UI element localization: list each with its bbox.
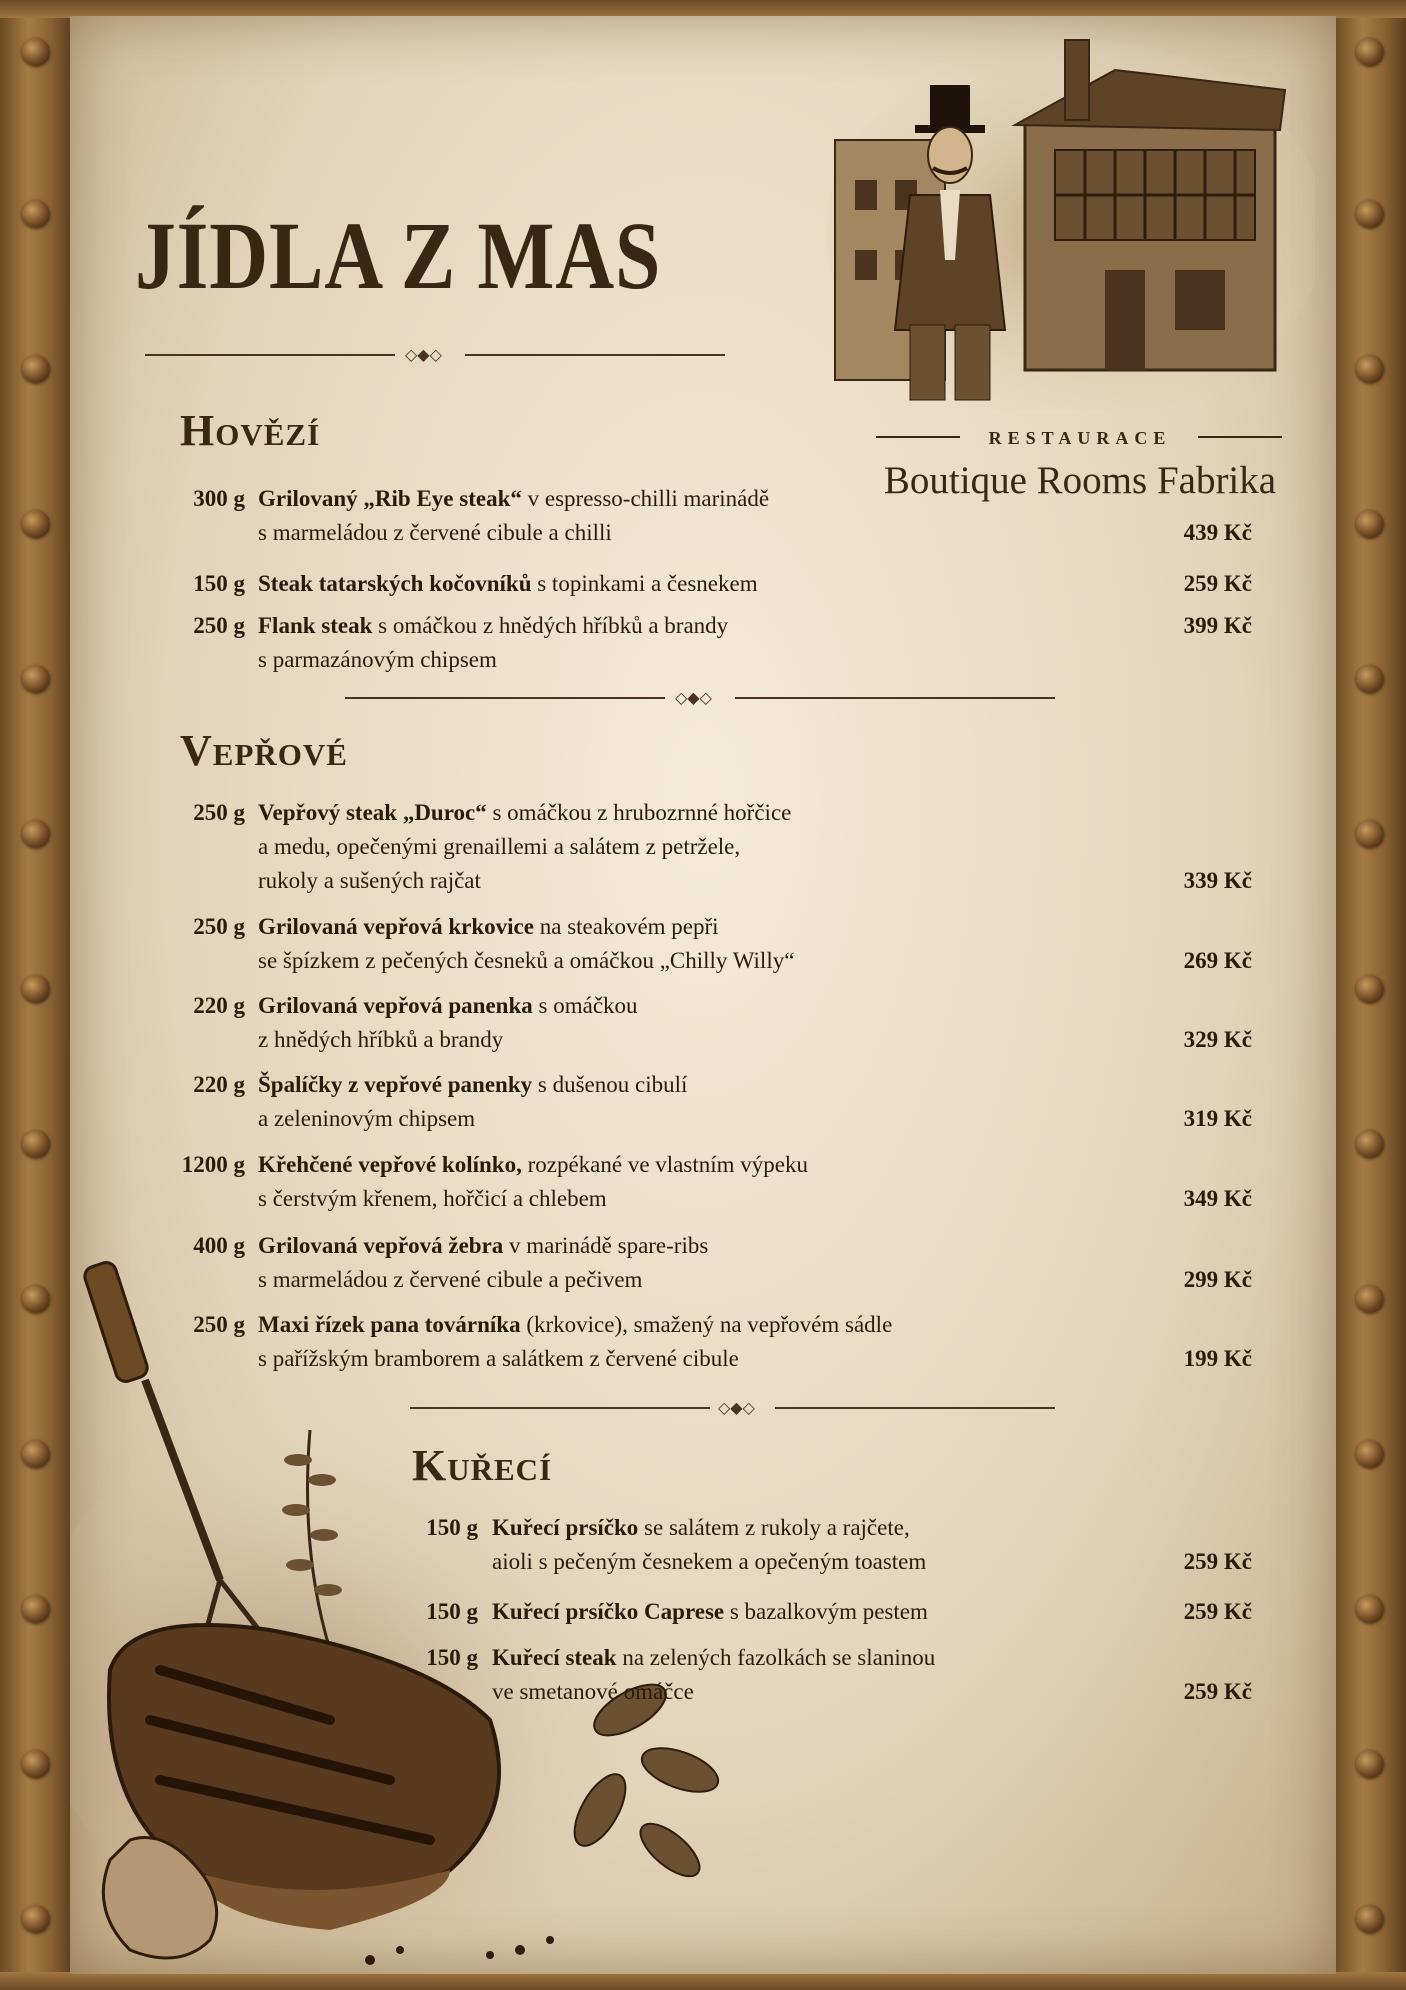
rivet-icon	[22, 665, 50, 693]
rivet-icon	[1356, 665, 1384, 693]
item-description-line	[258, 1068, 687, 1102]
item-quantity: 250 g	[193, 1312, 245, 1337]
dish-name: Flank steak	[258, 613, 373, 638]
section-heading-veprove: Vepřové	[180, 726, 348, 775]
divider-1: ◇◆◇	[345, 688, 1045, 708]
item-description-line	[258, 989, 638, 1023]
item-price: 319 Kč	[1183, 1106, 1252, 1131]
item-description-line	[258, 1182, 607, 1216]
rivet-icon	[1356, 200, 1384, 228]
rivet-icon	[1356, 510, 1384, 538]
item-price: 299 Kč	[1183, 1267, 1252, 1292]
rivet-icon	[22, 1440, 50, 1468]
item-description-line	[258, 567, 758, 601]
item-description-line	[258, 864, 481, 898]
dish-name: Maxi řízek pana továrníka	[258, 1312, 521, 1337]
item-price: 399 Kč	[1183, 613, 1252, 638]
rivet-icon	[22, 1750, 50, 1778]
dish-detail: s marmeládou z červené cibule a chilli	[258, 520, 612, 545]
house-illustration-icon	[815, 30, 1315, 410]
rivet-icon	[22, 975, 50, 1003]
dish-name: Špalíčky z vepřové panenky	[258, 1072, 533, 1097]
item-description-line	[258, 1263, 642, 1297]
dish-name: Kuřecí steak	[492, 1645, 617, 1670]
dish-detail: a medu, opečenými grenaillemi a salátem z petržele,	[258, 834, 741, 859]
item-price: 259 Kč	[1183, 1679, 1252, 1704]
dish-detail: rukoly a sušených rajčat	[258, 868, 481, 893]
item-price: 339 Kč	[1183, 868, 1252, 893]
item-description-line	[258, 1102, 475, 1136]
dish-detail: v marinádě spare-ribs	[503, 1233, 709, 1258]
item-price: 259 Kč	[1183, 571, 1252, 596]
rivet-icon	[1356, 820, 1384, 848]
item-price: 259 Kč	[1183, 1549, 1252, 1574]
rivet-icon	[1356, 1285, 1384, 1313]
dish-detail: v espresso-chilli marinádě	[521, 486, 770, 511]
dish-detail: aioli s pečeným česnekem a opečeným toastem	[492, 1549, 927, 1574]
rivet-icon	[22, 1285, 50, 1313]
page-title: JÍDLA Z MAS	[135, 202, 662, 309]
rivet-icon	[1356, 975, 1384, 1003]
dish-name: Kuřecí prsíčko	[492, 1515, 639, 1540]
dish-name: Grilovaná vepřová žebra	[258, 1233, 504, 1258]
dish-detail: s pařížským bramborem a salátkem z červené cibule	[258, 1346, 739, 1371]
item-price: 439 Kč	[1183, 520, 1252, 545]
item-price: 259 Kč	[1183, 1599, 1252, 1624]
item-quantity: 150 g	[426, 1645, 478, 1670]
item-description-line	[258, 796, 791, 830]
dish-detail: s omáčkou z hnědých hříbků a brandy	[372, 613, 729, 638]
item-description-line	[492, 1595, 928, 1629]
item-description-line	[258, 643, 497, 677]
item-description-line	[258, 830, 740, 864]
dish-name: Steak tatarských kočovníků	[258, 571, 532, 596]
dish-detail: s omáčkou z hrubozrnné hořčice	[486, 800, 792, 825]
item-description-line	[258, 1148, 808, 1182]
item-description-line	[492, 1511, 910, 1545]
item-description-line	[492, 1641, 935, 1675]
section-heading-kureci: Kuřecí	[412, 1441, 553, 1490]
item-price: 349 Kč	[1183, 1186, 1252, 1211]
dish-detail: z hnědých hříbků a brandy	[258, 1027, 504, 1052]
item-description-line	[258, 1023, 503, 1057]
item-description-line	[258, 1229, 708, 1263]
dish-name: Kuřecí prsíčko Caprese	[492, 1599, 725, 1624]
dish-detail: (krkovice), smažený na vepřovém sádle	[520, 1312, 893, 1337]
dish-name: Vepřový steak „Duroc“	[258, 800, 487, 825]
rivet-icon	[1356, 1440, 1384, 1468]
dish-detail: s čerstvým křenem, hořčicí a chlebem	[258, 1186, 607, 1211]
rivet-icon	[1356, 1905, 1384, 1933]
item-description-line	[258, 1308, 892, 1342]
item-quantity: 1200 g	[181, 1152, 245, 1177]
rivet-icon	[1356, 1750, 1384, 1778]
item-description-line	[258, 944, 794, 978]
frame-bottom	[0, 1972, 1406, 1990]
dish-detail: s marmeládou z červené cibule a pečivem	[258, 1267, 643, 1292]
divider-2: ◇◆◇	[410, 1398, 1055, 1418]
item-quantity: 250 g	[193, 800, 245, 825]
dish-detail: a zeleninovým chipsem	[258, 1106, 476, 1131]
item-quantity: 150 g	[426, 1515, 478, 1540]
rivet-icon	[22, 1595, 50, 1623]
dish-detail: se salátem z rukoly a rajčete,	[638, 1515, 910, 1540]
item-description-line	[492, 1545, 926, 1579]
item-price: 329 Kč	[1183, 1027, 1252, 1052]
dish-name: Grilovaná vepřová panenka	[258, 993, 533, 1018]
item-description-line	[258, 516, 612, 550]
rivet-icon	[1356, 1130, 1384, 1158]
dish-detail: na zelených fazolkách se slaninou	[616, 1645, 936, 1670]
item-description-line	[258, 910, 719, 944]
dish-detail: na steakovém pepři	[533, 914, 719, 939]
item-price: 199 Kč	[1183, 1346, 1252, 1371]
item-description-line	[258, 482, 769, 516]
item-description-line	[258, 609, 728, 643]
item-quantity: 220 g	[193, 1072, 245, 1097]
dish-name: Grilovaná vepřová krkovice	[258, 914, 534, 939]
section-heading-hovezi: Hovězí	[180, 406, 321, 455]
dish-detail: s omáčkou	[532, 993, 638, 1018]
item-description-line	[258, 1342, 739, 1376]
restaurant-name: Boutique Rooms Fabrika	[883, 459, 1277, 502]
dish-detail: s topinkami a česnekem	[531, 571, 758, 596]
dish-detail: rozpékané ve vlastním výpeku	[521, 1152, 808, 1177]
rivet-icon	[1356, 355, 1384, 383]
item-description-line	[492, 1675, 694, 1709]
title-ornament: ◇◆◇	[145, 345, 725, 365]
dish-name: Grilovaný „Rib Eye steak“	[258, 486, 522, 511]
item-quantity: 300 g	[193, 486, 245, 511]
dish-name: Křehčené vepřové kolínko,	[258, 1152, 522, 1177]
item-quantity: 220 g	[193, 993, 245, 1018]
item-quantity: 250 g	[193, 914, 245, 939]
dish-detail: s bazalkovým pestem	[724, 1599, 928, 1624]
rivet-icon	[22, 355, 50, 383]
rivet-icon	[1356, 1595, 1384, 1623]
item-quantity: 250 g	[193, 613, 245, 638]
rivet-icon	[22, 510, 50, 538]
rivet-icon	[22, 820, 50, 848]
brand-rule-right	[1198, 436, 1282, 438]
rivet-icon	[22, 38, 50, 66]
rivet-icon	[22, 200, 50, 228]
item-price: 269 Kč	[1183, 948, 1252, 973]
item-quantity: 150 g	[426, 1599, 478, 1624]
dish-detail: s dušenou cibulí	[532, 1072, 688, 1097]
rivet-icon	[1356, 38, 1384, 66]
brand-label: RESTAURACE	[988, 428, 1172, 448]
dish-detail: s parmazánovým chipsem	[258, 647, 497, 672]
dish-detail: se špízkem z pečených česneků a omáčkou „Chilly Willy“	[258, 948, 795, 973]
item-quantity: 400 g	[193, 1233, 245, 1258]
item-quantity: 150 g	[193, 571, 245, 596]
rivet-icon	[22, 1905, 50, 1933]
rivet-icon	[22, 1130, 50, 1158]
dish-detail: ve smetanové omáčce	[492, 1679, 694, 1704]
